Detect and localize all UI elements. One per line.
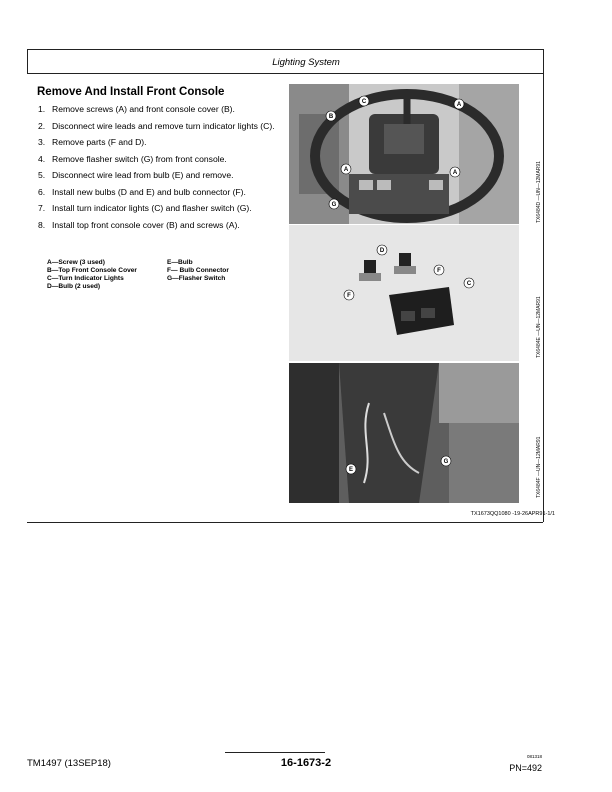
step-item: 1. Remove screws (A) and front console cover (B). [38, 104, 235, 114]
legend-entry: B—Top Front Console Cover [47, 267, 137, 274]
footer-rule [225, 752, 325, 753]
callout-label: B [328, 114, 334, 120]
wiring-photo [289, 363, 519, 503]
callout-label: A [452, 170, 458, 176]
footer-code: 081318 [526, 754, 542, 759]
legend-entry: F— Bulb Connector [167, 267, 229, 274]
procedure-title: Remove And Install Front Console [37, 86, 225, 98]
callout-label: G [331, 202, 337, 208]
callout-label: A [456, 102, 462, 108]
legend-right-column [167, 259, 229, 283]
callout-label: C [361, 99, 367, 105]
callout-label: A [343, 167, 349, 173]
figure-code: TX6484F —UN—12MAR91 [536, 436, 542, 498]
legend-entry: D—Bulb (2 used) [47, 283, 101, 290]
callout-label: F [347, 293, 351, 299]
step-item: 6. Install new bulbs (D and E) and bulb connector (F). [38, 186, 246, 197]
step-item: 2. Disconnect wire leads and remove turn indicator lights (C). [38, 120, 275, 131]
doc-id: TM1497 (13SEP18) [27, 758, 111, 769]
callout-label: E [348, 467, 354, 473]
figure-code: TX6484D —UN—12MAR91 [536, 161, 542, 223]
step-item: 3. Remove parts (F and D). [38, 137, 147, 147]
section-title: Lighting System [272, 57, 340, 68]
legend-entry: A—Screw (3 used) [47, 259, 105, 266]
step-item: 5. Disconnect wire lead from bulb (E) and remove. [38, 170, 234, 180]
step-item: 4. Remove flasher switch (G) from front console. [38, 153, 227, 164]
header-bottom-rule [27, 73, 543, 74]
callout-label: G [443, 459, 449, 465]
legend-left-column [47, 259, 137, 291]
header-top-rule [27, 49, 543, 50]
legend-entry: G—Flasher Switch [167, 275, 226, 282]
step-list [38, 104, 288, 236]
console-photo [289, 84, 519, 224]
step-item: 8. Install top front console cover (B) and screws (A). [38, 219, 240, 230]
step-item: 7. Install turn indicator lights (C) and flasher switch (G). [38, 203, 252, 213]
figure-code: TX6484E —UN—12MAR91 [536, 296, 542, 358]
legend-entry: C—Turn Indicator Lights [47, 275, 124, 282]
pn-number: PN=492 [509, 763, 542, 773]
legend-entry: E—Bulb [167, 259, 193, 266]
page-number: 16-1673-2 [280, 757, 332, 769]
callout-label: F [437, 268, 441, 274]
callout-label: D [379, 248, 385, 254]
right-rule [543, 49, 544, 522]
reference-code: TX1673QQ1080 -19-26APR91-1/1 [470, 511, 555, 517]
callout-label: C [466, 281, 472, 287]
switch-parts-photo [289, 225, 519, 361]
content-bottom-rule [27, 522, 543, 523]
